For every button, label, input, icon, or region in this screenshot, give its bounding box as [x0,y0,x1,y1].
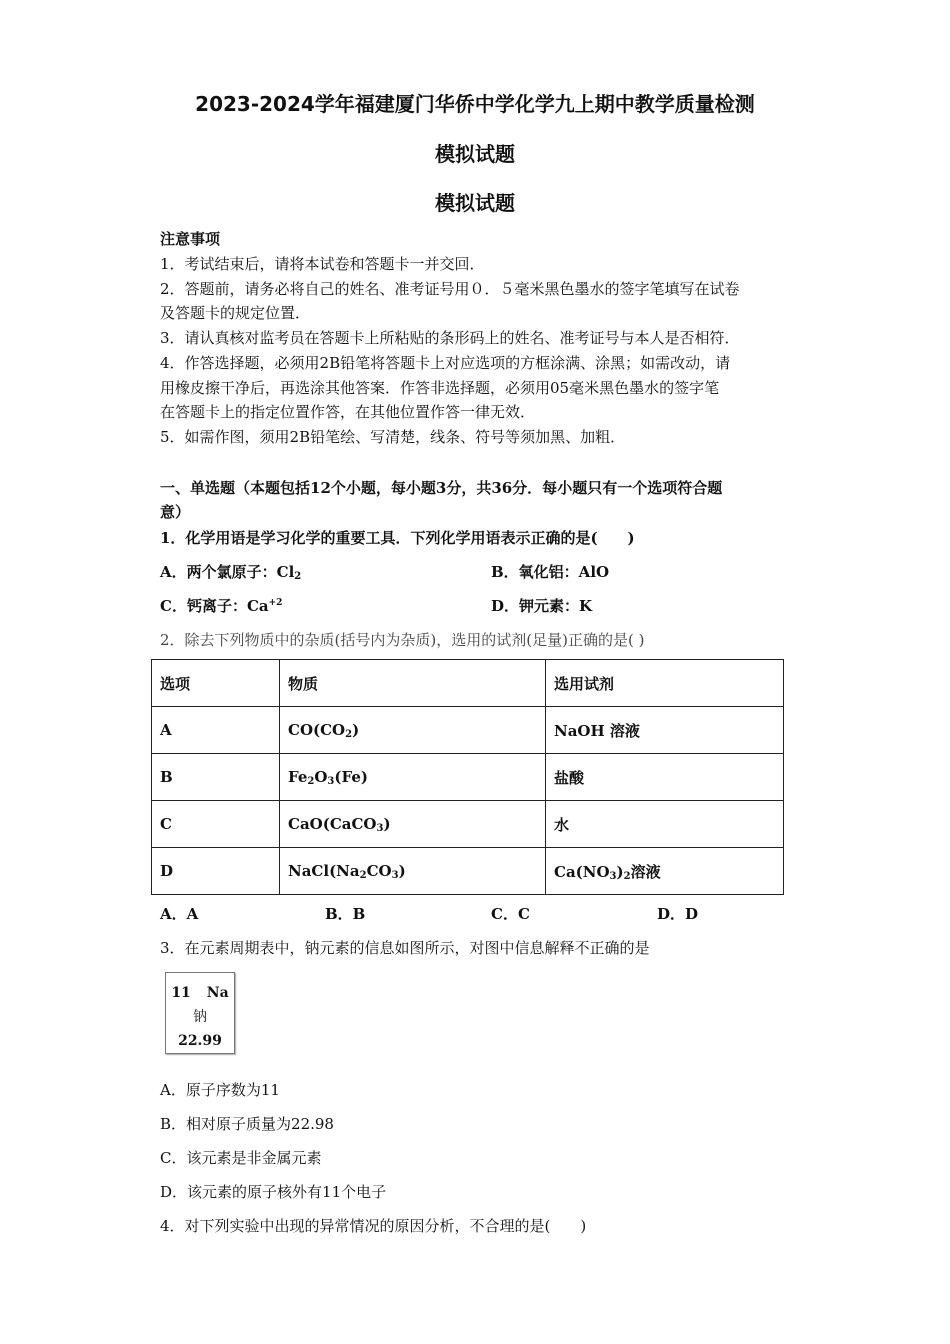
text-segment: A．两个氯原子：Cl [160,563,295,581]
table-cell [546,848,784,895]
text-segment: ) [352,720,360,739]
note-line: 5．如需作图，须用2B铅笔绘、写清楚，线条、符号等须加黑、加粗． [160,427,626,446]
text-segment: 水 [554,815,570,834]
title-line-3: 模拟试题 [435,191,515,215]
table-header-row [152,660,784,707]
q1-stem: 1．化学用语是学习化学的重要工具．下列化学用语表示正确的是( ) [160,529,635,547]
subscript-text: 2 [359,869,367,881]
element-name: 钠 [193,1009,207,1025]
table-cell [546,754,784,801]
text-segment: Ca(NO [554,862,610,881]
note-line: 及答题卡的规定位置． [160,304,311,323]
atomic-mass: 22.99 [178,1033,222,1049]
table-row [152,707,784,754]
subscript-text: 2 [623,870,631,882]
q3-option-c: C．该元素是非金属元素 [160,1149,322,1167]
text-segment: ) [398,861,406,880]
subscript-text: 2 [294,571,302,582]
text-segment: NaOH 溶液 [554,721,640,740]
note-line: 1．考试结束后，请将本试卷和答题卡一并交回． [160,255,485,273]
text-segment: ) [383,814,391,833]
text-segment: CaO(CaCO [288,814,377,833]
subscript-text: 3 [609,870,617,882]
header-cell: 选项 [152,660,280,707]
q1-option-c [160,595,282,616]
subscript-text: 3 [391,869,399,881]
note-line: 用橡皮擦干净后，再选涂其他答案．作答非选择题，必须用05毫米黑色墨水的签字笔 [160,378,720,397]
text-segment: 溶液 [630,862,661,881]
section-heading-cont: 意） [160,503,191,521]
note-line: 4．作答选择题，必须用2B铅笔将答题卡上对应选项的方框涂满、涂黑；如需改动，请 [160,353,731,372]
text-segment: B [160,768,173,786]
atomic-number: 11 [171,985,191,1001]
text-segment: (Fe) [334,767,368,786]
text-segment: Fe [288,767,308,786]
table-cell [152,848,280,895]
header-cell: 物质 [280,660,546,707]
table-cell [152,801,280,848]
q2-answer-b: B．B [325,905,366,923]
q3-option-a: A．原子序数为11 [160,1081,280,1099]
table-cell [546,801,784,848]
text-segment: A [160,721,172,739]
q2-stem: 2．除去下列物质中的杂质(括号内为杂质)，选用的试剂(足量)正确的是( ) [160,631,645,649]
q3-option-b: B．相对原子质量为22.98 [160,1115,334,1133]
text-segment: C [160,815,172,833]
text-segment: ) [616,862,624,881]
table-cell [280,801,546,848]
supscript-text: +2 [268,598,283,608]
subscript-text: 3 [327,775,335,787]
note-line: 在答题卡上的指定位置作答，在其他位置作答一律无效． [160,403,536,422]
title-line-2: 模拟试题 [435,142,515,166]
table-cell [280,754,546,801]
q4-stem: 4．对下列实验中出现的异常情况的原因分析，不合理的是( ) [160,1217,587,1235]
text-segment: D．钾元素：K [491,597,593,615]
text-segment: NaCl(Na [288,861,360,880]
q1-option-a [160,561,301,582]
q2-answer-a: A．A [160,905,199,923]
table-row [152,848,784,895]
text-segment: 盐酸 [554,768,585,787]
text-segment: D [160,862,174,880]
q1-option-b [491,561,609,582]
text-segment: CO(CO [288,720,346,739]
text-segment: O [314,767,328,786]
subscript-text: 2 [345,728,353,740]
text-segment: B．氧化铝：AlO [491,563,610,581]
table-row [152,754,784,801]
table-cell [152,754,280,801]
title-line-1: 2023-2024学年福建厦门华侨中学化学九上期中教学质量检测 [195,92,755,116]
table-cell [280,848,546,895]
q2-answer-d: D．D [657,905,699,923]
text-segment: CO [366,861,392,880]
q2-answer-c: C．C [491,905,530,923]
q3-option-d: D．该元素的原子核外有11个电子 [160,1183,387,1201]
element-card-sodium [165,972,235,1054]
text-segment: C．钙离子：Ca [160,597,269,615]
subscript-text: 2 [307,775,315,787]
header-cell: 选用试剂 [546,660,784,707]
note-line: 3．请认真核对监考员在答题卡上所粘贴的条形码上的姓名、准考证号与本人是否相符． [160,329,740,348]
q2-table [151,659,784,895]
table-row [152,801,784,848]
subscript-text: 3 [376,822,384,834]
table-cell [280,707,546,754]
q3-stem: 3．在元素周期表中，钠元素的信息如图所示，对图中信息解释不正确的是 [160,939,650,957]
note-line: 2．答题前，请务必将自己的姓名、准考证号用０．５毫米黑色墨水的签字笔填写在试卷 [160,279,740,298]
table-cell [546,707,784,754]
element-symbol: Na [206,985,229,1001]
table-cell [152,707,280,754]
notes-heading: 注意事项 [160,230,221,248]
section-heading: 一、单选题（本题包括12个小题，每小题3分，共36分．每小题只有一个选项符合题 [160,479,723,497]
q1-option-d [491,595,592,616]
